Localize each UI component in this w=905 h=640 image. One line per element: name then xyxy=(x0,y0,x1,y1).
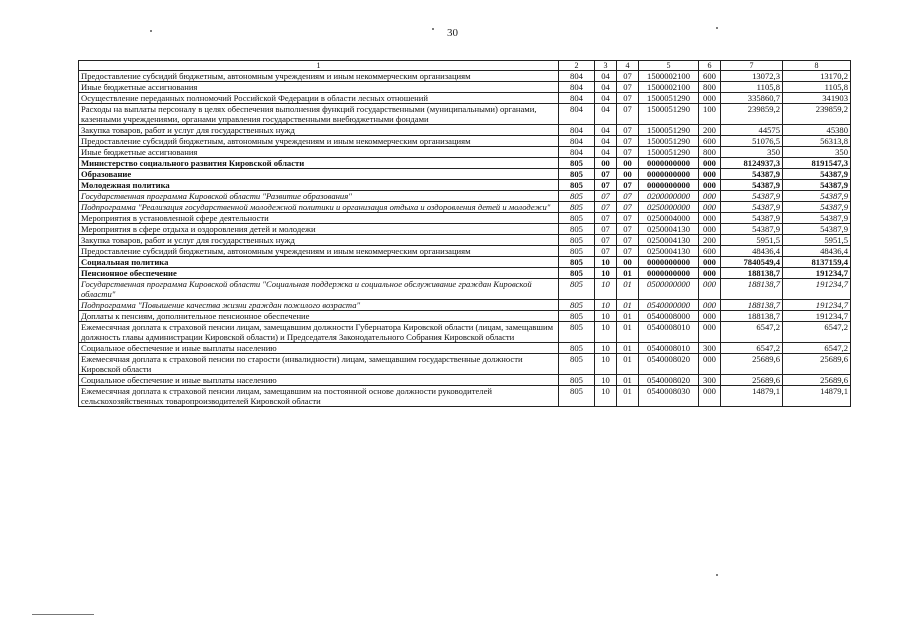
expense-type-cell: 000 xyxy=(699,268,721,279)
expense-type-cell: 100 xyxy=(699,104,721,125)
table-row xyxy=(79,213,851,224)
target-article-cell: 0540008010 xyxy=(639,343,699,354)
amount-year1-cell: 13072,3 xyxy=(721,71,783,82)
subsection-code-cell: 00 xyxy=(617,158,639,169)
row-name-cell: Предоставление субсидий бюджетным, автономным учреждениям и иным некоммерческим организациям xyxy=(79,246,559,257)
table-row xyxy=(79,343,851,354)
amount-year1-cell: 188138,7 xyxy=(721,279,783,300)
row-name-cell: Предоставление субсидий бюджетным, автономным учреждениям и иным некоммерческим организациям xyxy=(79,136,559,147)
amount-year2-cell: 54387,9 xyxy=(783,202,851,213)
amount-year2-cell: 191234,7 xyxy=(783,300,851,311)
section-code-cell: 04 xyxy=(595,71,617,82)
row-name-cell: Доплаты к пенсиям, дополнительное пенсионное обеспечение xyxy=(79,311,559,322)
table-row xyxy=(79,354,851,375)
subsection-code-cell: 07 xyxy=(617,235,639,246)
table-row xyxy=(79,268,851,279)
scan-speck xyxy=(716,574,718,576)
scan-speck xyxy=(716,27,718,29)
header-cell: 8 xyxy=(783,61,851,71)
section-code-cell: 07 xyxy=(595,246,617,257)
amount-year2-cell: 350 xyxy=(783,147,851,158)
subsection-code-cell: 01 xyxy=(617,279,639,300)
ministry-code-cell: 805 xyxy=(559,191,595,202)
amount-year2-cell: 341903 xyxy=(783,93,851,104)
subsection-code-cell: 07 xyxy=(617,136,639,147)
expense-type-cell: 600 xyxy=(699,71,721,82)
section-code-cell: 10 xyxy=(595,386,617,407)
subsection-code-cell: 07 xyxy=(617,213,639,224)
target-article-cell: 0000000000 xyxy=(639,268,699,279)
expense-type-cell: 000 xyxy=(699,257,721,268)
target-article-cell: 1500051290 xyxy=(639,136,699,147)
expense-type-cell: 000 xyxy=(699,300,721,311)
table-row xyxy=(79,104,851,125)
amount-year2-cell: 54387,9 xyxy=(783,169,851,180)
target-article-cell: 0540008010 xyxy=(639,322,699,343)
header-cell: 6 xyxy=(699,61,721,71)
section-code-cell: 10 xyxy=(595,354,617,375)
table-row xyxy=(79,180,851,191)
table-row xyxy=(79,169,851,180)
ministry-code-cell: 805 xyxy=(559,311,595,322)
scan-speck xyxy=(432,28,434,30)
subsection-code-cell: 01 xyxy=(617,386,639,407)
section-code-cell: 07 xyxy=(595,191,617,202)
expense-type-cell: 000 xyxy=(699,158,721,169)
amount-year1-cell: 25689,6 xyxy=(721,354,783,375)
scan-mark xyxy=(32,614,94,615)
amount-year2-cell: 56313,8 xyxy=(783,136,851,147)
amount-year1-cell: 25689,6 xyxy=(721,375,783,386)
target-article-cell: 0250004130 xyxy=(639,224,699,235)
amount-year2-cell: 239859,2 xyxy=(783,104,851,125)
row-name-cell: Иные бюджетные ассигнования xyxy=(79,82,559,93)
section-code-cell: 04 xyxy=(595,136,617,147)
subsection-code-cell: 07 xyxy=(617,224,639,235)
ministry-code-cell: 805 xyxy=(559,386,595,407)
amount-year2-cell: 1105,8 xyxy=(783,82,851,93)
row-name-cell: Государственная программа Кировской области "Социальная поддержка и социальное обслуживание граждан Кировской области" xyxy=(79,279,559,300)
amount-year2-cell: 6547,2 xyxy=(783,322,851,343)
amount-year1-cell: 6547,2 xyxy=(721,343,783,354)
section-code-cell: 10 xyxy=(595,375,617,386)
ministry-code-cell: 805 xyxy=(559,224,595,235)
amount-year2-cell: 48436,4 xyxy=(783,246,851,257)
table-row xyxy=(79,82,851,93)
table-header-row xyxy=(79,61,851,71)
row-name-cell: Государственная программа Кировской области "Развитие образования" xyxy=(79,191,559,202)
amount-year1-cell: 188138,7 xyxy=(721,311,783,322)
amount-year1-cell: 54387,9 xyxy=(721,213,783,224)
expense-type-cell: 000 xyxy=(699,202,721,213)
subsection-code-cell: 01 xyxy=(617,375,639,386)
section-code-cell: 07 xyxy=(595,213,617,224)
amount-year2-cell: 54387,9 xyxy=(783,191,851,202)
amount-year2-cell: 45380 xyxy=(783,125,851,136)
row-name-cell: Подпрограмма "Реализация государственной молодежной политики и организация отдыха и оздоровления детей и молодежи" xyxy=(79,202,559,213)
expense-type-cell: 000 xyxy=(699,180,721,191)
header-cell: 5 xyxy=(639,61,699,71)
subsection-code-cell: 07 xyxy=(617,125,639,136)
target-article-cell: 1500002100 xyxy=(639,71,699,82)
table-row xyxy=(79,246,851,257)
expense-type-cell: 000 xyxy=(699,386,721,407)
subsection-code-cell: 07 xyxy=(617,93,639,104)
section-code-cell: 10 xyxy=(595,322,617,343)
amount-year1-cell: 54387,9 xyxy=(721,191,783,202)
section-code-cell: 10 xyxy=(595,268,617,279)
ministry-code-cell: 805 xyxy=(559,180,595,191)
table-row xyxy=(79,300,851,311)
row-name-cell: Пенсионное обеспечение xyxy=(79,268,559,279)
ministry-code-cell: 805 xyxy=(559,268,595,279)
table-row xyxy=(79,93,851,104)
amount-year1-cell: 6547,2 xyxy=(721,322,783,343)
subsection-code-cell: 07 xyxy=(617,246,639,257)
subsection-code-cell: 01 xyxy=(617,300,639,311)
header-cell: 7 xyxy=(721,61,783,71)
amount-year1-cell: 14879,1 xyxy=(721,386,783,407)
expense-type-cell: 300 xyxy=(699,343,721,354)
expense-type-cell: 800 xyxy=(699,82,721,93)
amount-year2-cell: 8137159,4 xyxy=(783,257,851,268)
section-code-cell: 10 xyxy=(595,311,617,322)
expense-type-cell: 600 xyxy=(699,246,721,257)
expense-type-cell: 000 xyxy=(699,279,721,300)
section-code-cell: 04 xyxy=(595,147,617,158)
ministry-code-cell: 805 xyxy=(559,213,595,224)
target-article-cell: 0000000000 xyxy=(639,169,699,180)
table-row xyxy=(79,224,851,235)
target-article-cell: 1500051290 xyxy=(639,104,699,125)
header-cell: 4 xyxy=(617,61,639,71)
ministry-code-cell: 804 xyxy=(559,136,595,147)
target-article-cell: 0250004130 xyxy=(639,246,699,257)
table-row xyxy=(79,158,851,169)
ministry-code-cell: 804 xyxy=(559,125,595,136)
section-code-cell: 07 xyxy=(595,169,617,180)
ministry-code-cell: 804 xyxy=(559,82,595,93)
amount-year1-cell: 7840549,4 xyxy=(721,257,783,268)
row-name-cell: Министерство социального развития Кировской области xyxy=(79,158,559,169)
amount-year2-cell: 6547,2 xyxy=(783,343,851,354)
expense-type-cell: 000 xyxy=(699,213,721,224)
ministry-code-cell: 805 xyxy=(559,158,595,169)
subsection-code-cell: 07 xyxy=(617,202,639,213)
target-article-cell: 0540008020 xyxy=(639,375,699,386)
row-name-cell: Подпрограмма "Повышение качества жизни граждан пожилого возраста" xyxy=(79,300,559,311)
table-row xyxy=(79,71,851,82)
section-code-cell: 00 xyxy=(595,158,617,169)
scan-speck xyxy=(150,30,152,32)
table-row xyxy=(79,311,851,322)
row-name-cell: Мероприятия в сфере отдыха и оздоровления детей и молодежи xyxy=(79,224,559,235)
row-name-cell: Образование xyxy=(79,169,559,180)
table-row xyxy=(79,191,851,202)
section-code-cell: 10 xyxy=(595,257,617,268)
section-code-cell: 04 xyxy=(595,125,617,136)
row-name-cell: Иные бюджетные ассигнования xyxy=(79,147,559,158)
ministry-code-cell: 805 xyxy=(559,343,595,354)
amount-year1-cell: 239859,2 xyxy=(721,104,783,125)
expense-type-cell: 300 xyxy=(699,375,721,386)
expense-type-cell: 000 xyxy=(699,169,721,180)
amount-year2-cell: 191234,7 xyxy=(783,268,851,279)
expense-type-cell: 000 xyxy=(699,224,721,235)
ministry-code-cell: 805 xyxy=(559,279,595,300)
section-code-cell: 10 xyxy=(595,279,617,300)
target-article-cell: 1500002100 xyxy=(639,82,699,93)
amount-year2-cell: 191234,7 xyxy=(783,279,851,300)
expense-type-cell: 000 xyxy=(699,322,721,343)
row-name-cell: Молодежная политика xyxy=(79,180,559,191)
section-code-cell: 04 xyxy=(595,82,617,93)
amount-year1-cell: 188138,7 xyxy=(721,300,783,311)
amount-year1-cell: 48436,4 xyxy=(721,246,783,257)
target-article-cell: 0500000000 xyxy=(639,279,699,300)
target-article-cell: 0540008030 xyxy=(639,386,699,407)
table-row xyxy=(79,386,851,407)
expense-type-cell: 000 xyxy=(699,191,721,202)
amount-year2-cell: 14879,1 xyxy=(783,386,851,407)
row-name-cell: Ежемесячная доплата к страховой пенсии по старости (инвалидности) лицам, замещавшим государственные должности Кировской области xyxy=(79,354,559,375)
amount-year1-cell: 350 xyxy=(721,147,783,158)
row-name-cell: Социальное обеспечение и иные выплаты населению xyxy=(79,375,559,386)
amount-year1-cell: 54387,9 xyxy=(721,224,783,235)
target-article-cell: 0540000000 xyxy=(639,300,699,311)
subsection-code-cell: 07 xyxy=(617,180,639,191)
section-code-cell: 07 xyxy=(595,180,617,191)
row-name-cell: Ежемесячная доплата к страховой пенсии лицам, замещавшим на постоянной основе должности руководителей сельскохозяйственных товаропроизводителей Кировской области xyxy=(79,386,559,407)
table-body xyxy=(79,61,851,407)
row-name-cell: Социальная политика xyxy=(79,257,559,268)
table-row xyxy=(79,322,851,343)
target-article-cell: 0540008020 xyxy=(639,354,699,375)
target-article-cell: 0250004000 xyxy=(639,213,699,224)
ministry-code-cell: 805 xyxy=(559,257,595,268)
row-name-cell: Осуществление переданных полномочий Российской Федерации в области лесных отношений xyxy=(79,93,559,104)
amount-year2-cell: 25689,6 xyxy=(783,375,851,386)
ministry-code-cell: 804 xyxy=(559,147,595,158)
ministry-code-cell: 804 xyxy=(559,71,595,82)
subsection-code-cell: 01 xyxy=(617,268,639,279)
subsection-code-cell: 00 xyxy=(617,169,639,180)
target-article-cell: 1500051290 xyxy=(639,125,699,136)
header-cell: 3 xyxy=(595,61,617,71)
amount-year2-cell: 8191547,3 xyxy=(783,158,851,169)
amount-year1-cell: 5951,5 xyxy=(721,235,783,246)
amount-year2-cell: 54387,9 xyxy=(783,180,851,191)
subsection-code-cell: 07 xyxy=(617,191,639,202)
subsection-code-cell: 01 xyxy=(617,322,639,343)
section-code-cell: 07 xyxy=(595,224,617,235)
subsection-code-cell: 01 xyxy=(617,311,639,322)
amount-year2-cell: 54387,9 xyxy=(783,213,851,224)
ministry-code-cell: 805 xyxy=(559,246,595,257)
budget-table xyxy=(78,60,851,407)
section-code-cell: 04 xyxy=(595,104,617,125)
section-code-cell: 07 xyxy=(595,235,617,246)
expense-type-cell: 200 xyxy=(699,235,721,246)
target-article-cell: 0000000000 xyxy=(639,257,699,268)
section-code-cell: 10 xyxy=(595,300,617,311)
ministry-code-cell: 805 xyxy=(559,322,595,343)
subsection-code-cell: 00 xyxy=(617,257,639,268)
ministry-code-cell: 804 xyxy=(559,93,595,104)
table-row xyxy=(79,125,851,136)
row-name-cell: Мероприятия в установленной сфере деятельности xyxy=(79,213,559,224)
row-name-cell: Закупка товаров, работ и услуг для государственных нужд xyxy=(79,235,559,246)
amount-year1-cell: 54387,9 xyxy=(721,180,783,191)
amount-year2-cell: 25689,6 xyxy=(783,354,851,375)
expense-type-cell: 600 xyxy=(699,136,721,147)
section-code-cell: 07 xyxy=(595,202,617,213)
expense-type-cell: 000 xyxy=(699,311,721,322)
amount-year1-cell: 188138,7 xyxy=(721,268,783,279)
subsection-code-cell: 07 xyxy=(617,82,639,93)
ministry-code-cell: 805 xyxy=(559,235,595,246)
page-number: 30 xyxy=(447,27,458,39)
target-article-cell: 1500051290 xyxy=(639,147,699,158)
amount-year1-cell: 335860,7 xyxy=(721,93,783,104)
amount-year1-cell: 54387,9 xyxy=(721,169,783,180)
amount-year2-cell: 5951,5 xyxy=(783,235,851,246)
expense-type-cell: 000 xyxy=(699,93,721,104)
amount-year2-cell: 54387,9 xyxy=(783,224,851,235)
table-row xyxy=(79,375,851,386)
amount-year2-cell: 191234,7 xyxy=(783,311,851,322)
amount-year1-cell: 54387,9 xyxy=(721,202,783,213)
row-name-cell: Ежемесячная доплата к страховой пенсии лицам, замещавшим должности Губернатора Кировской области (лицам, замещавшим должность главы администрации Кировской области) и Председателя Законодательного Собрания Кировской области xyxy=(79,322,559,343)
table-row xyxy=(79,257,851,268)
table-row xyxy=(79,235,851,246)
target-article-cell: 0200000000 xyxy=(639,191,699,202)
section-code-cell: 10 xyxy=(595,343,617,354)
table-row xyxy=(79,279,851,300)
subsection-code-cell: 01 xyxy=(617,343,639,354)
target-article-cell: 0000000000 xyxy=(639,180,699,191)
amount-year1-cell: 51076,5 xyxy=(721,136,783,147)
subsection-code-cell: 01 xyxy=(617,354,639,375)
ministry-code-cell: 804 xyxy=(559,104,595,125)
row-name-cell: Предоставление субсидий бюджетным, автономным учреждениям и иным некоммерческим организациям xyxy=(79,71,559,82)
table-row xyxy=(79,147,851,158)
section-code-cell: 04 xyxy=(595,93,617,104)
header-cell: 1 xyxy=(79,61,559,71)
header-cell: 2 xyxy=(559,61,595,71)
expense-type-cell: 200 xyxy=(699,125,721,136)
row-name-cell: Социальное обеспечение и иные выплаты населению xyxy=(79,343,559,354)
ministry-code-cell: 805 xyxy=(559,300,595,311)
ministry-code-cell: 805 xyxy=(559,202,595,213)
expense-type-cell: 800 xyxy=(699,147,721,158)
target-article-cell: 0250004130 xyxy=(639,235,699,246)
ministry-code-cell: 805 xyxy=(559,354,595,375)
row-name-cell: Расходы на выплаты персоналу в целях обеспечения выполнения функций государственными (муниципальными) органами, казенными учреждениями, органами управления государственными внебюджетными фондами xyxy=(79,104,559,125)
amount-year2-cell: 13170,2 xyxy=(783,71,851,82)
subsection-code-cell: 07 xyxy=(617,71,639,82)
target-article-cell: 0000000000 xyxy=(639,158,699,169)
row-name-cell: Закупка товаров, работ и услуг для государственных нужд xyxy=(79,125,559,136)
ministry-code-cell: 805 xyxy=(559,169,595,180)
subsection-code-cell: 07 xyxy=(617,104,639,125)
target-article-cell: 0540008000 xyxy=(639,311,699,322)
ministry-code-cell: 805 xyxy=(559,375,595,386)
table-row xyxy=(79,136,851,147)
amount-year1-cell: 1105,8 xyxy=(721,82,783,93)
expense-type-cell: 000 xyxy=(699,354,721,375)
amount-year1-cell: 8124937,3 xyxy=(721,158,783,169)
target-article-cell: 0250000000 xyxy=(639,202,699,213)
subsection-code-cell: 07 xyxy=(617,147,639,158)
amount-year1-cell: 44575 xyxy=(721,125,783,136)
target-article-cell: 1500051290 xyxy=(639,93,699,104)
table-row xyxy=(79,202,851,213)
